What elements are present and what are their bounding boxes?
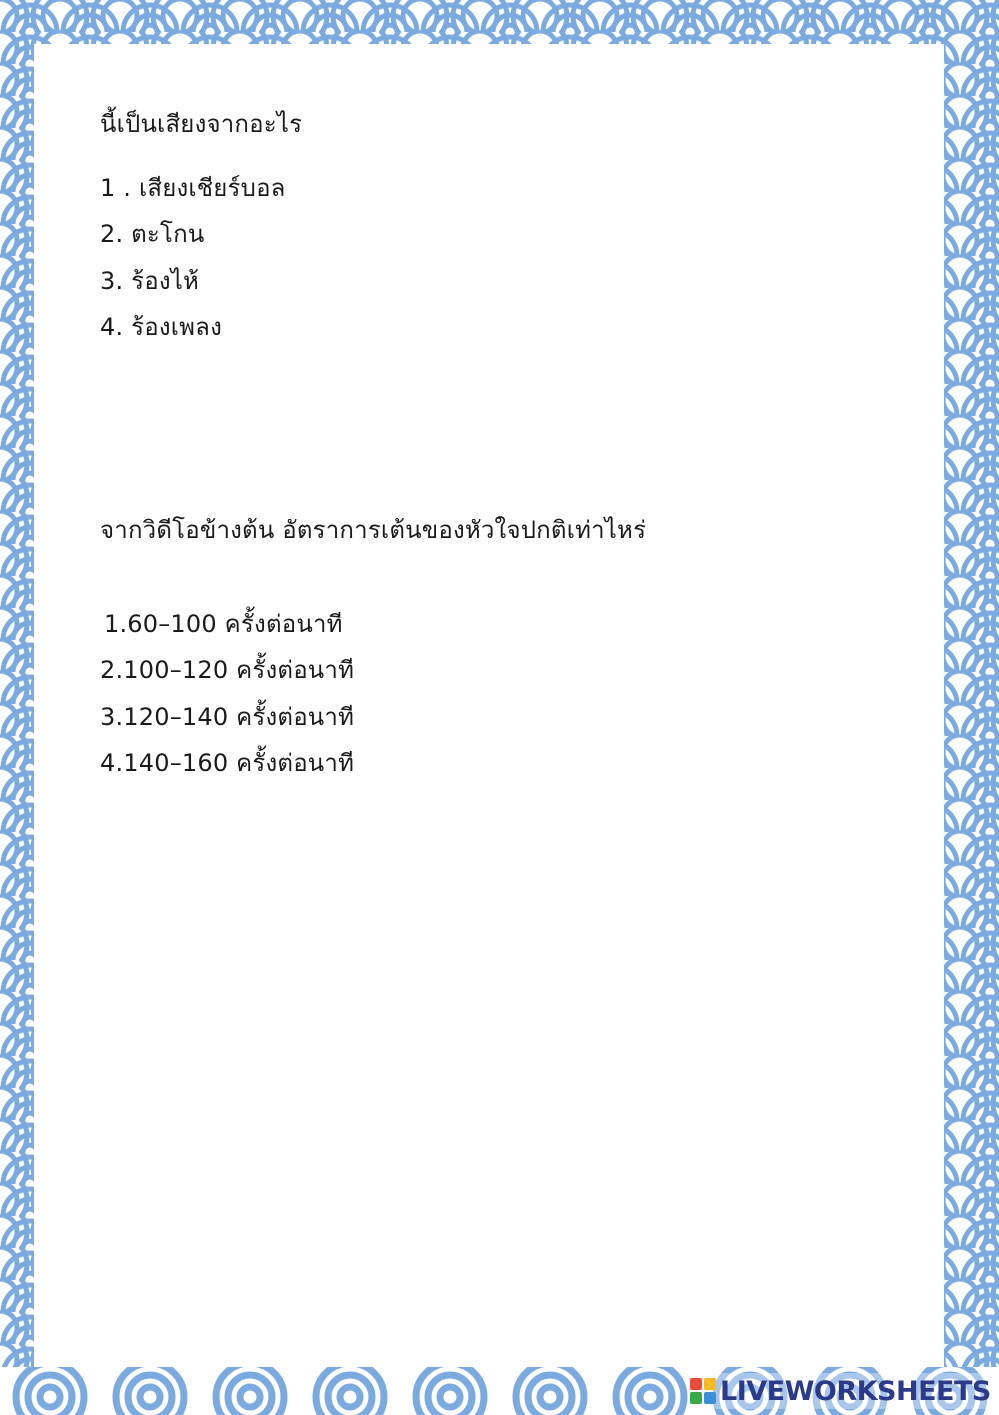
logo-square-blue: [704, 1392, 716, 1404]
question-2-option-2[interactable]: 2.100–120 ครั้งต่อนาที: [100, 656, 355, 684]
liveworksheets-brand[interactable]: [690, 1373, 991, 1409]
liveworksheets-wordmark: LIVEWORKSHEETS: [720, 1375, 991, 1407]
question-1-option-4[interactable]: 4. ร้องเพลง: [100, 313, 222, 341]
question-1-option-2[interactable]: 2. ตะโกน: [100, 220, 205, 248]
liveworksheets-logo-icon: [690, 1378, 716, 1404]
logo-square-red: [690, 1378, 702, 1390]
question-1-title: นี้เป็นเสียงจากอะไร: [100, 110, 303, 138]
question-2-option-1[interactable]: 1.60–100 ครั้งต่อนาที: [104, 610, 343, 638]
question-2-option-4[interactable]: 4.140–160 ครั้งต่อนาที: [100, 749, 355, 777]
question-2-option-3[interactable]: 3.120–140 ครั้งต่อนาที: [100, 703, 355, 731]
question-1-option-3[interactable]: 3. ร้องไห้: [100, 267, 200, 295]
logo-square-green: [690, 1392, 702, 1404]
question-1-option-1[interactable]: 1 . เสียงเชียร์บอล: [100, 174, 286, 202]
logo-square-yellow: [704, 1378, 716, 1390]
question-2-title: จากวิดีโอข้างต้น อัตราการเต้นของหัวใจปกติเท่าไหร่: [100, 516, 647, 544]
